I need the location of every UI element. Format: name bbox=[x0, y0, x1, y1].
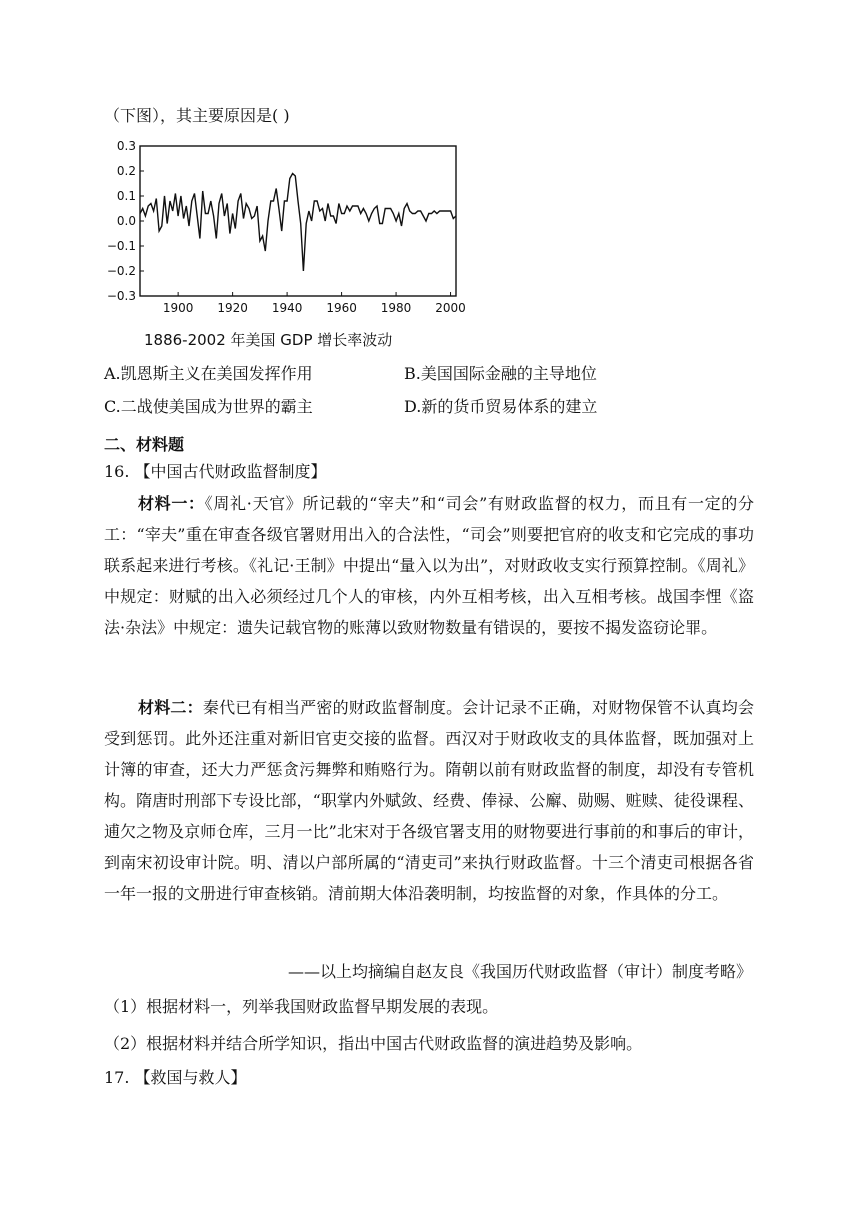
material-1 bbox=[104, 488, 754, 643]
y-tick-label: −0.1 bbox=[106, 239, 136, 253]
material-1-text: 《周礼·天官》所记载的“宰夫”和“司会”有财政监督的权力，而且有一定的分工：“宰夫”重在审查各级官署财用出入的合法性，“司会”则要把官府的收支和它完成的事功联系起来进行考核。《礼记·王制》中提出“量入以为出”，对财政收支实行预算控制。《周礼》中规定：财赋的出入必须经过几个人的审核，内外互相考核，出入互相考核。战国李悝《盗法·杂法》中规定：遗失记载官物的账薄以致财物数量有错误的，要按不揭发盗窃论罪。 bbox=[104, 494, 754, 637]
option-d: D.新的货币贸易体系的建立 bbox=[404, 397, 598, 416]
sub-question-1: （1）根据材料一，列举我国财政监督早期发展的表现。 bbox=[104, 997, 499, 1016]
material-2-label: 材料二： bbox=[138, 698, 203, 717]
x-tick-label: 1900 bbox=[162, 301, 194, 315]
material-1-label: 材料一： bbox=[138, 494, 205, 513]
option-b: B.美国国际金融的主导地位 bbox=[404, 364, 597, 383]
material-2-text: 秦代已有相当严密的财政监督制度。会计记录不正确，对财物保管不认真均会受到惩罚。此外还注重对新旧官吏交接的监督。西汉对于财政收支的具体监督，既加强对上计簿的审查，还大力严惩贪污舞弊和贿赂行为。隋朝以前有财政监督的制度，却没有专管机构。隋唐时刑部下专设比部，“职掌内外赋敛、经费、俸禄、公廨、勋赐、赃赎、徒役课程、逋欠之物及京师仓库，三月一比”北宋对于各级官署支用的财物要进行事前的和事后的审计，到南宋初设审计院。明、清以户部所属的“清吏司”来执行财政监督。十三个清吏司根据各省一年一报的文册进行审查核销。清前期大体沿袭明制，均按监督的对象，作具体的分工。 bbox=[104, 698, 754, 903]
gdp-growth-line bbox=[140, 174, 456, 272]
x-tick-label: 1980 bbox=[380, 301, 412, 315]
x-tick-label: 1940 bbox=[271, 301, 303, 315]
x-tick-label: 1920 bbox=[217, 301, 248, 315]
y-tick-label: 0.0 bbox=[116, 214, 136, 228]
y-tick-label: 0.2 bbox=[116, 164, 136, 178]
x-tick-label: 1960 bbox=[326, 301, 357, 315]
sub-question-2: （2）根据材料并结合所学知识，指出中国古代财政监督的演进趋势及影响。 bbox=[104, 1034, 643, 1053]
y-tick-label: −0.3 bbox=[106, 289, 136, 303]
question-17-title: 17. 【救国与救人】 bbox=[104, 1068, 247, 1087]
source-citation: ——以上均摘编自赵友良《我国历代财政监督（审计）制度考略》 bbox=[287, 962, 752, 981]
y-axis bbox=[107, 139, 144, 303]
plot-frame bbox=[140, 146, 456, 296]
y-tick-label: 0.3 bbox=[116, 139, 136, 153]
material-2 bbox=[104, 692, 754, 909]
gdp-growth-chart bbox=[100, 136, 472, 322]
question-16-title: 16. 【中国古代财政监督制度】 bbox=[104, 462, 327, 481]
x-tick-label: 2000 bbox=[435, 301, 466, 315]
option-c: C.二战使美国成为世界的霸主 bbox=[104, 397, 313, 416]
section-heading: 二、材料题 bbox=[104, 435, 185, 454]
question-text: （下图），其主要原因是( ) bbox=[104, 106, 290, 125]
chart-caption: 1886-2002 年美国 GDP 增长率波动 bbox=[144, 331, 393, 349]
y-tick-label: 0.1 bbox=[116, 189, 136, 203]
y-tick-label: −0.2 bbox=[106, 264, 136, 278]
option-a: A.凯恩斯主义在美国发挥作用 bbox=[104, 364, 313, 383]
